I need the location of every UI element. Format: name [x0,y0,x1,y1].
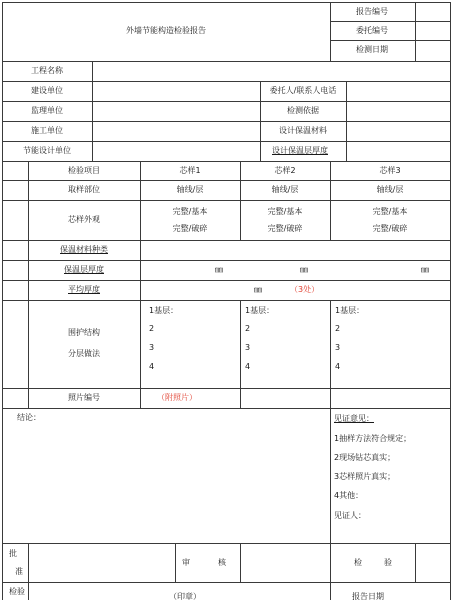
approve-label-2: 准 [15,567,23,576]
average-thickness-note: （3处） [290,285,320,294]
approve-label-1: 批 [9,549,17,558]
sampling-location-label: 取样部位 [68,185,100,194]
sample-1-layer-3: 3 [149,343,155,352]
photo-number-label: 照片编号 [68,393,100,402]
sample-3-header: 芯样3 [379,166,401,175]
insulation-material-type-label: 保温材料种类 [60,245,108,254]
sample-2-layer-3: 3 [245,343,251,352]
witness-item-4: 4其他： [334,491,364,500]
witness-item-1: 1抽样方法符合规定； [334,434,412,443]
witness-title: 见证意见： [334,414,374,423]
commission-no-label: 委托编号 [356,26,388,35]
sample-1-appearance-2: 完整/破碎 [172,224,208,233]
stamp-label: （印章） [169,592,201,601]
sample-3-location: 轴线/层 [376,185,404,194]
layers-label-2: 分层做法 [68,349,100,358]
sample-3-layer-4: 4 [335,362,341,371]
review-label-2: 核 [218,558,226,567]
insulation-thickness-label: 保温层厚度 [64,265,104,274]
sample-3-layer-3: 3 [335,343,341,352]
sample-1-layer-1: 1基层： [149,306,179,315]
test-label-2: 验 [384,558,392,567]
sample-1-thickness-unit: ㎜ [215,265,223,274]
construction-unit-label: 建设单位 [31,86,63,95]
test-item-label: 检验项目 [68,166,100,175]
project-name-label: 工程名称 [31,66,63,75]
sample-1-layer-2: 2 [149,324,155,333]
sample-2-location: 轴线/层 [271,185,299,194]
report-title: 外墙节能构造检验报告 [126,26,206,35]
sample-2-layer-2: 2 [245,324,251,333]
sample-2-header: 芯样2 [274,166,296,175]
sample-1-layer-4: 4 [149,362,155,371]
photo-note: （附照片） [157,393,197,402]
supervision-unit-label: 监理单位 [31,106,63,115]
appearance-label: 芯样外观 [68,215,100,224]
sample-1-location: 轴线/层 [176,185,204,194]
sample-2-layer-4: 4 [245,362,251,371]
witness-item-2: 2现场钻芯真实； [334,453,396,462]
average-thickness-unit: ㎜ [254,285,262,294]
sample-3-layer-2: 2 [335,324,341,333]
test-basis-label: 检测依据 [287,106,319,115]
builder-unit-label: 施工单位 [31,126,63,135]
sample-2-appearance-2: 完整/破碎 [267,224,303,233]
client-phone-label: 委托人/联系人电话 [269,86,337,95]
sample-1-appearance-1: 完整/基本 [172,207,208,216]
sample-2-thickness-unit: ㎜ [300,265,308,274]
sample-2-layer-1: 1基层： [245,306,275,315]
energy-design-unit-label: 节能设计单位 [23,146,71,155]
sample-2-appearance-1: 完整/基本 [267,207,303,216]
witness-item-3: 3芯样照片真实； [334,472,396,481]
sample-3-appearance-2: 完整/破碎 [372,224,408,233]
witness-person-label: 见证人： [334,511,366,520]
design-insulation-material-label: 设计保温材料 [279,126,327,135]
report-date-label: 报告日期 [352,592,384,601]
sample-3-appearance-1: 完整/基本 [372,207,408,216]
inspection-unit-label: 检验 [9,587,25,596]
test-date-label: 检测日期 [356,45,388,54]
review-label-1: 审 [182,558,190,567]
sample-1-header: 芯样1 [179,166,201,175]
sample-3-thickness-unit: ㎜ [421,265,429,274]
sample-3-layer-1: 1基层： [335,306,365,315]
conclusion-label: 结论： [17,413,41,422]
design-insulation-thickness-label: 设计保温层厚度 [272,146,328,155]
layers-label-1: 围护结构 [68,328,100,337]
average-thickness-label: 平均厚度 [68,285,100,294]
test-label-1: 检 [354,558,362,567]
report-no-label: 报告编号 [356,7,388,16]
